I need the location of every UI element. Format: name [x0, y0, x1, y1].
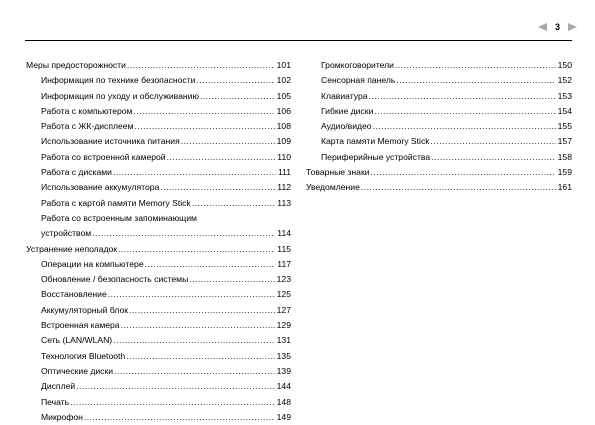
toc-subentry[interactable]	[26, 150, 291, 165]
toc-subentry[interactable]	[26, 287, 291, 302]
dot-leader	[113, 165, 276, 180]
toc-page-number: 135	[276, 350, 291, 361]
toc-page-number: 129	[276, 320, 291, 331]
toc-entry-label: Встроенная камера	[41, 320, 120, 331]
toc-entry-label: Меры предосторожности	[26, 60, 126, 70]
page-number: 3	[554, 22, 560, 32]
toc-page-number: 152	[557, 75, 572, 86]
toc-page-number: 158	[557, 151, 572, 162]
toc-page-number: 149	[276, 411, 291, 422]
toc-entry-label: Карта памяти Memory Stick	[321, 136, 430, 147]
toc-page-number: 105	[276, 90, 291, 101]
dot-leader	[133, 104, 274, 119]
toc-subentry[interactable]	[306, 58, 572, 73]
toc-right-column	[306, 58, 572, 196]
toc-entry-label: Уведомление	[306, 182, 360, 193]
toc-subentry[interactable]	[306, 134, 572, 149]
toc-entry-label: Обновление / безопасность системы	[41, 274, 189, 285]
toc-entry-label: Работа с компьютером	[41, 105, 133, 116]
toc-page-number: 123	[276, 274, 291, 285]
dot-leader	[145, 257, 276, 272]
dot-leader	[126, 349, 274, 364]
dot-leader	[113, 333, 274, 348]
dot-leader	[395, 58, 556, 73]
toc-page-number: 108	[276, 121, 291, 132]
dot-leader	[118, 242, 275, 257]
dot-leader	[196, 73, 274, 88]
dot-leader	[114, 364, 275, 379]
toc-entry-label: Работа с ЖК-дисплеем	[41, 121, 134, 132]
toc-page-number: 114	[277, 228, 291, 239]
dot-leader	[127, 58, 275, 73]
toc-entry-label: Сеть (LAN/WLAN)	[41, 335, 113, 346]
toc-subentry[interactable]	[306, 150, 572, 165]
toc-subentry[interactable]	[26, 73, 291, 88]
toc-page-number: 125	[276, 289, 291, 300]
toc-page-number: 109	[276, 136, 291, 147]
dot-leader	[189, 272, 274, 287]
header-divider	[25, 40, 572, 41]
toc-subentry[interactable]	[26, 134, 291, 149]
toc-subentry[interactable]	[26, 272, 291, 287]
dot-leader	[396, 73, 555, 88]
toc-subentry[interactable]	[26, 196, 291, 211]
toc-page-number: 115	[277, 243, 291, 254]
dot-leader	[121, 318, 275, 333]
toc-left-column	[26, 58, 291, 425]
toc-section-entry[interactable]	[306, 180, 572, 195]
toc-entry-label: Микрофон	[41, 411, 83, 422]
toc-page-number: 155	[557, 121, 572, 132]
toc-page-number: 161	[557, 182, 572, 193]
toc-entry-label: Использование аккумулятора	[41, 182, 160, 193]
toc-section-entry[interactable]	[26, 242, 291, 257]
toc-page-number: 112	[277, 182, 291, 193]
dot-leader	[431, 150, 556, 165]
toc-entry-label: Оптические диски	[41, 365, 114, 376]
toc-entry-label: Сенсорная панель	[321, 75, 396, 86]
toc-entry-label: Операции на компьютере	[41, 258, 144, 269]
dot-leader	[129, 303, 275, 318]
dot-leader	[192, 196, 276, 211]
dot-leader	[181, 134, 275, 149]
toc-page-number: 113	[277, 197, 291, 208]
toc-subentry[interactable]	[26, 119, 291, 134]
toc-subentry[interactable]	[26, 104, 291, 119]
dot-leader	[160, 180, 275, 195]
toc-page-number: 110	[277, 151, 291, 162]
toc-entry-label: Устранение неполадок	[26, 243, 118, 254]
dot-leader	[371, 165, 556, 180]
toc-entry-label: Аккумуляторный блок	[41, 304, 129, 315]
dot-leader	[200, 89, 275, 104]
toc-page-number: 117	[277, 258, 291, 269]
toc-page-number: 153	[557, 90, 572, 101]
toc-page-number: 148	[276, 396, 291, 407]
toc-subentry[interactable]	[306, 119, 572, 134]
toc-subentry[interactable]	[26, 180, 291, 195]
toc-entry-first-line[interactable]: Работа со встроенным запоминающим	[41, 212, 197, 223]
toc-subentry[interactable]	[26, 303, 291, 318]
toc-entry-label: Аудио/видео	[321, 121, 372, 132]
toc-page-number: 102	[276, 75, 291, 86]
dot-leader	[134, 119, 274, 134]
toc-subentry[interactable]	[306, 89, 572, 104]
toc-entry-label: Информация по технике безопасности	[41, 75, 196, 86]
toc-entry-label: Печать	[41, 396, 70, 407]
dot-leader	[373, 119, 556, 134]
toc-page-number: 157	[557, 136, 572, 147]
toc-subentry[interactable]	[26, 165, 291, 180]
toc-entry-label: Использование источника питания	[41, 136, 180, 147]
toc-subentry[interactable]	[26, 318, 291, 333]
dot-leader	[84, 410, 275, 425]
toc-page-number: 111	[277, 167, 291, 178]
toc-page-number: 154	[557, 105, 572, 116]
toc-subentry[interactable]	[26, 395, 291, 410]
toc-subentry[interactable]	[26, 257, 291, 272]
toc-page-number: 150	[557, 60, 572, 70]
toc-entry-label: устройством	[41, 228, 92, 239]
page-navigation	[538, 20, 577, 34]
toc-entry-label: Технология Bluetooth	[41, 350, 126, 361]
toc-entry-label: Работа с дисками	[41, 167, 112, 178]
toc-subentry[interactable]	[26, 364, 291, 379]
dot-leader	[361, 180, 556, 195]
toc-subentry[interactable]	[26, 226, 291, 241]
toc-subentry[interactable]	[26, 379, 291, 394]
toc-page-number: 144	[276, 381, 291, 392]
toc-subentry[interactable]	[26, 410, 291, 425]
toc-page-number: 139	[276, 365, 291, 376]
toc-page-number: 159	[557, 167, 572, 178]
toc-entry-label: Громкоговорители	[321, 60, 394, 70]
toc-entry-label: Информация по уходу и обслуживанию	[41, 90, 199, 101]
toc-entry-label: Клавиатура	[321, 90, 368, 101]
toc-entry-label: Гибкие диски	[321, 105, 374, 116]
toc-subentry[interactable]	[306, 104, 572, 119]
toc-section-entry[interactable]	[26, 58, 291, 73]
toc-subentry[interactable]	[306, 73, 572, 88]
toc-subentry[interactable]	[26, 89, 291, 104]
toc-entry-label: Товарные знаки	[306, 167, 370, 178]
next-page-arrow-icon[interactable]	[568, 23, 577, 31]
toc-entry-label: Периферийные устройства	[321, 151, 431, 162]
toc-section-entry[interactable]	[306, 165, 572, 180]
toc-subentry[interactable]	[26, 333, 291, 348]
toc-entry-label: Восстановление	[41, 289, 107, 300]
previous-page-arrow-icon[interactable]	[538, 23, 547, 31]
toc-page-number: 106	[276, 105, 291, 116]
dot-leader	[76, 379, 274, 394]
toc-subentry[interactable]	[26, 349, 291, 364]
toc-page-number: 101	[276, 60, 291, 70]
dot-leader	[167, 150, 276, 165]
toc-entry-label: Работа со встроенной камерой	[41, 151, 166, 162]
toc-entry-label: Работа с картой памяти Memory Stick	[41, 197, 191, 208]
toc-entry-label: Дисплей	[41, 381, 76, 392]
dot-leader	[369, 89, 556, 104]
dot-leader	[70, 395, 275, 410]
toc-page-number: 131	[276, 335, 291, 346]
dot-leader	[431, 134, 556, 149]
dot-leader	[108, 287, 275, 302]
dot-leader	[374, 104, 555, 119]
toc-page-number: 127	[276, 304, 291, 315]
dot-leader	[92, 226, 275, 241]
